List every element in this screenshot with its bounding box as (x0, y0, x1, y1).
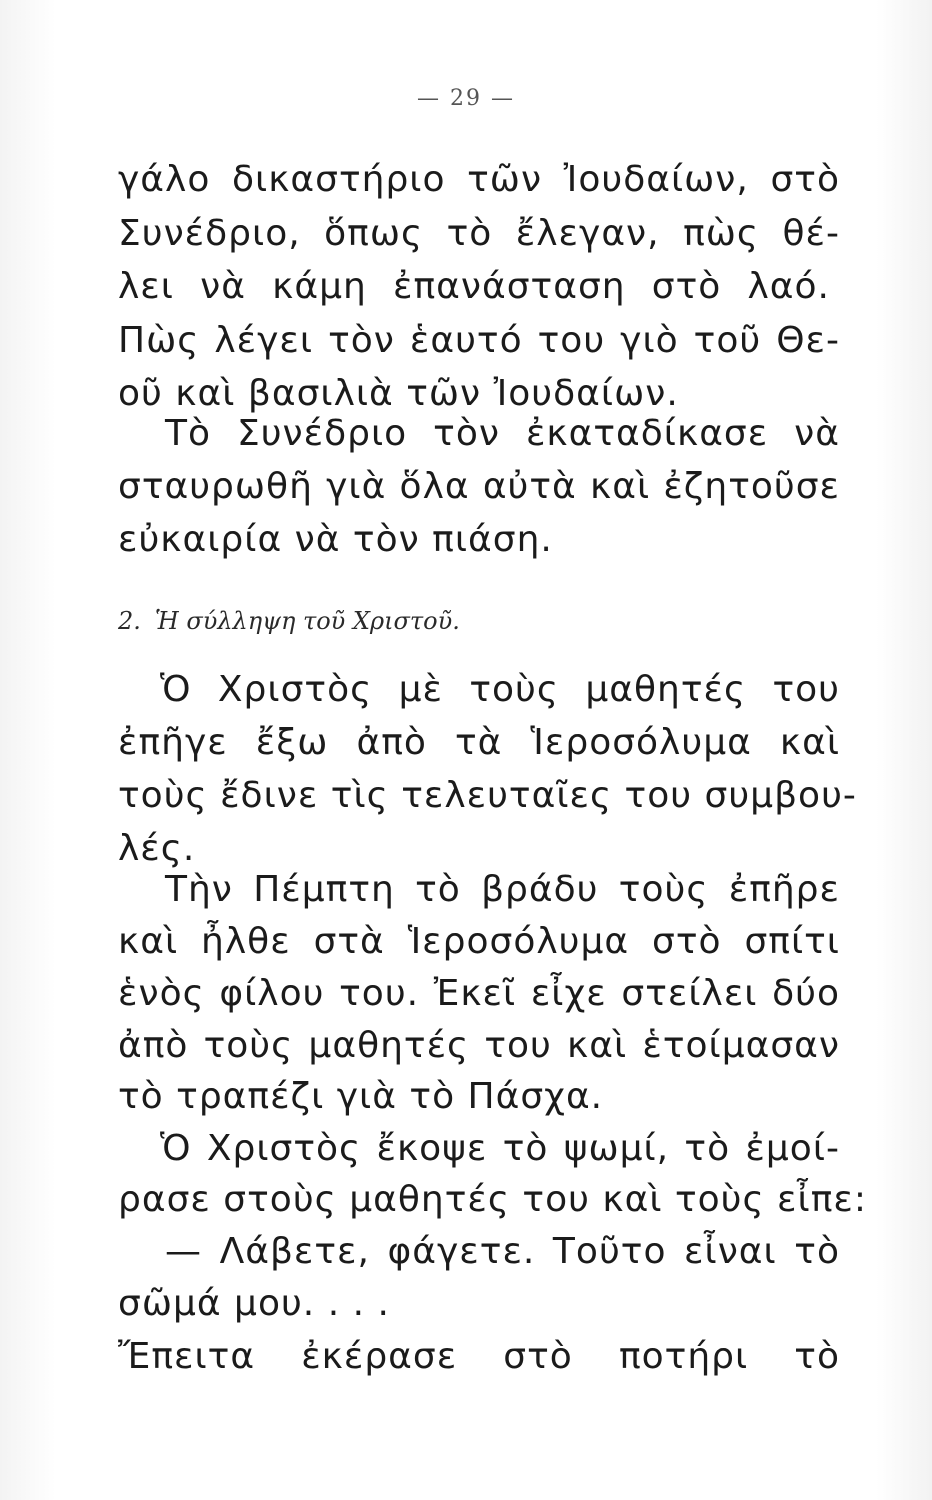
text-line: εὐκαιρία νὰ τὸν πιάση. (118, 519, 553, 560)
text-line: Τὴν Πέμπτη τὸ βράδυ τοὺς ἐπῆρε (165, 869, 840, 910)
page-number: — 29 — (417, 86, 515, 111)
text-line: γάλο δικαστήριο τῶν Ἰουδαίων, στὸ (118, 159, 840, 200)
text-line: τὸ τραπέζι γιὰ τὸ Πάσχα. (118, 1076, 604, 1117)
text-line: οῦ καὶ βασιλιὰ τῶν Ἰουδαίων. (118, 373, 679, 414)
text-line: λές. (118, 828, 196, 869)
text-line: Ὁ Χριστὸς μὲ τοὺς μαθητές του (160, 669, 840, 710)
text-line: σῶμά μου. . . . (118, 1283, 390, 1324)
section-title: Ἡ σύλληψη τοῦ Χριστοῦ. (154, 607, 460, 635)
text-line: καὶ ἦλθε στὰ Ἱεροσόλυμα στὸ σπίτι (118, 921, 840, 962)
text-line: Ἔπειτα ἐκέρασε στὸ ποτήρι τὸ (118, 1336, 840, 1377)
text-line: — Λάβετε, φάγετε. Τοῦτο εἶναι τὸ (165, 1231, 840, 1272)
text-line: Πὼς λέγει τὸν ἑαυτό του γιὸ τοῦ Θε- (118, 320, 840, 361)
text-line: ἑνὸς φίλου του. Ἐκεῖ εἶχε στείλει δύο (118, 973, 840, 1014)
text-line: Ὁ Χριστὸς ἔκοψε τὸ ψωμί, τὸ ἐμοί- (160, 1128, 840, 1169)
text-line: ρασε στοὺς μαθητές του καὶ τοὺς εἶπε: (118, 1179, 867, 1220)
text-line: Τὸ Συνέδριο τὸν ἐκαταδίκασε νὰ (165, 413, 840, 454)
text-line: λει νὰ κάμη ἐπανάσταση στὸ λαό. (118, 266, 830, 307)
text-line: Συνέδριο, ὅπως τὸ ἔλεγαν, πὼς θέ- (118, 213, 840, 254)
text-line: σταυρωθῆ γιὰ ὅλα αὐτὰ καὶ ἐζητοῦσε (118, 466, 840, 507)
section-heading (118, 603, 474, 639)
text-line: ἀπὸ τοὺς μαθητές του καὶ ἑτοίμασαν (118, 1025, 840, 1066)
section-number: 2. (118, 607, 141, 635)
text-line: ἐπῆγε ἔξω ἀπὸ τὰ Ἱεροσόλυμα καὶ (118, 722, 840, 763)
text-line: τοὺς ἔδινε τὶς τελευταῖες του συμβου- (118, 775, 857, 816)
